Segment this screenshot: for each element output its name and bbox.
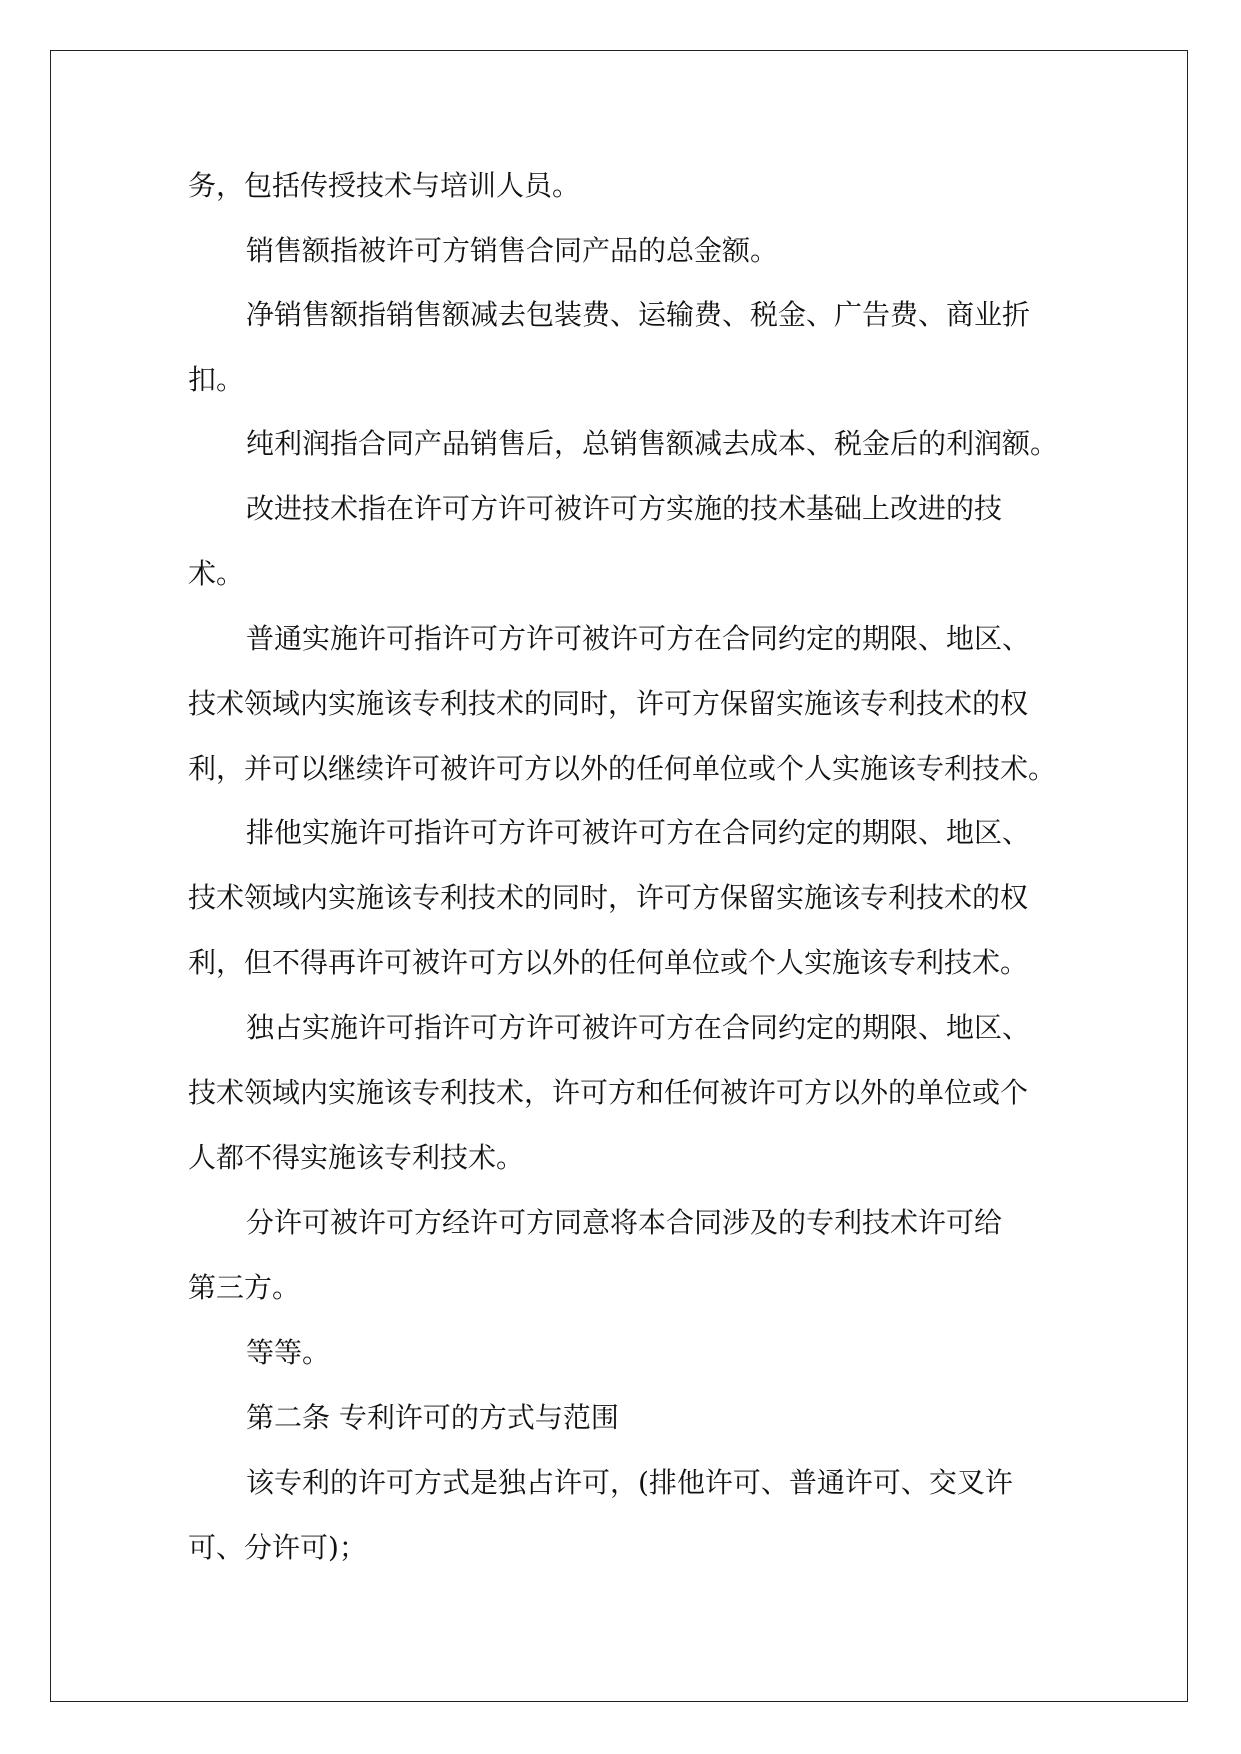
text-line: 该专利的许可方式是独占许可，(排他许可、普通许可、交叉许 xyxy=(246,1466,1013,1499)
text-line: 排他实施许可指许可方许可被许可方在合同约定的期限、地区、 xyxy=(246,816,1031,849)
text-line: 纯利润指合同产品销售后，总销售额减去成本、税金后的利润额。 xyxy=(246,427,1059,460)
text-line: 改进技术指在许可方许可被许可方实施的技术基础上改进的技 xyxy=(246,492,1003,525)
text-line: 净销售额指销售额减去包装费、运输费、税金、广告费、商业折 xyxy=(246,298,1031,331)
text-line: 扣。 xyxy=(188,363,245,396)
text-line: 普通实施许可指许可方许可被许可方在合同约定的期限、地区、 xyxy=(246,622,1031,655)
section-heading: 第二条 专利许可的方式与范围 xyxy=(246,1401,619,1434)
text-line: 利，并可以继续许可被许可方以外的任何单位或个人实施该专利技术。 xyxy=(188,752,1057,785)
text-line: 利，但不得再许可被许可方以外的任何单位或个人实施该专利技术。 xyxy=(188,946,1029,979)
text-line: 人都不得实施该专利技术。 xyxy=(188,1141,525,1174)
text-line: 技术领域内实施该专利技术的同时，许可方保留实施该专利技术的权 xyxy=(188,881,1029,914)
text-line: 技术领域内实施该专利技术的同时，许可方保留实施该专利技术的权 xyxy=(188,687,1029,720)
text-line: 务，包括传授技术与培训人员。 xyxy=(188,169,581,202)
text-line: 分许可被许可方经许可方同意将本合同涉及的专利技术许可给 xyxy=(246,1206,1003,1239)
text-line: 可、分许可)； xyxy=(188,1531,367,1564)
text-line: 销售额指被许可方销售合同产品的总金额。 xyxy=(246,234,779,267)
text-line: 术。 xyxy=(188,557,245,590)
text-line: 独占实施许可指许可方许可被许可方在合同约定的期限、地区、 xyxy=(246,1011,1031,1044)
text-line: 等等。 xyxy=(246,1336,331,1369)
text-line: 第三方。 xyxy=(188,1271,301,1304)
text-line: 技术领域内实施该专利技术，许可方和任何被许可方以外的单位或个 xyxy=(188,1076,1029,1109)
